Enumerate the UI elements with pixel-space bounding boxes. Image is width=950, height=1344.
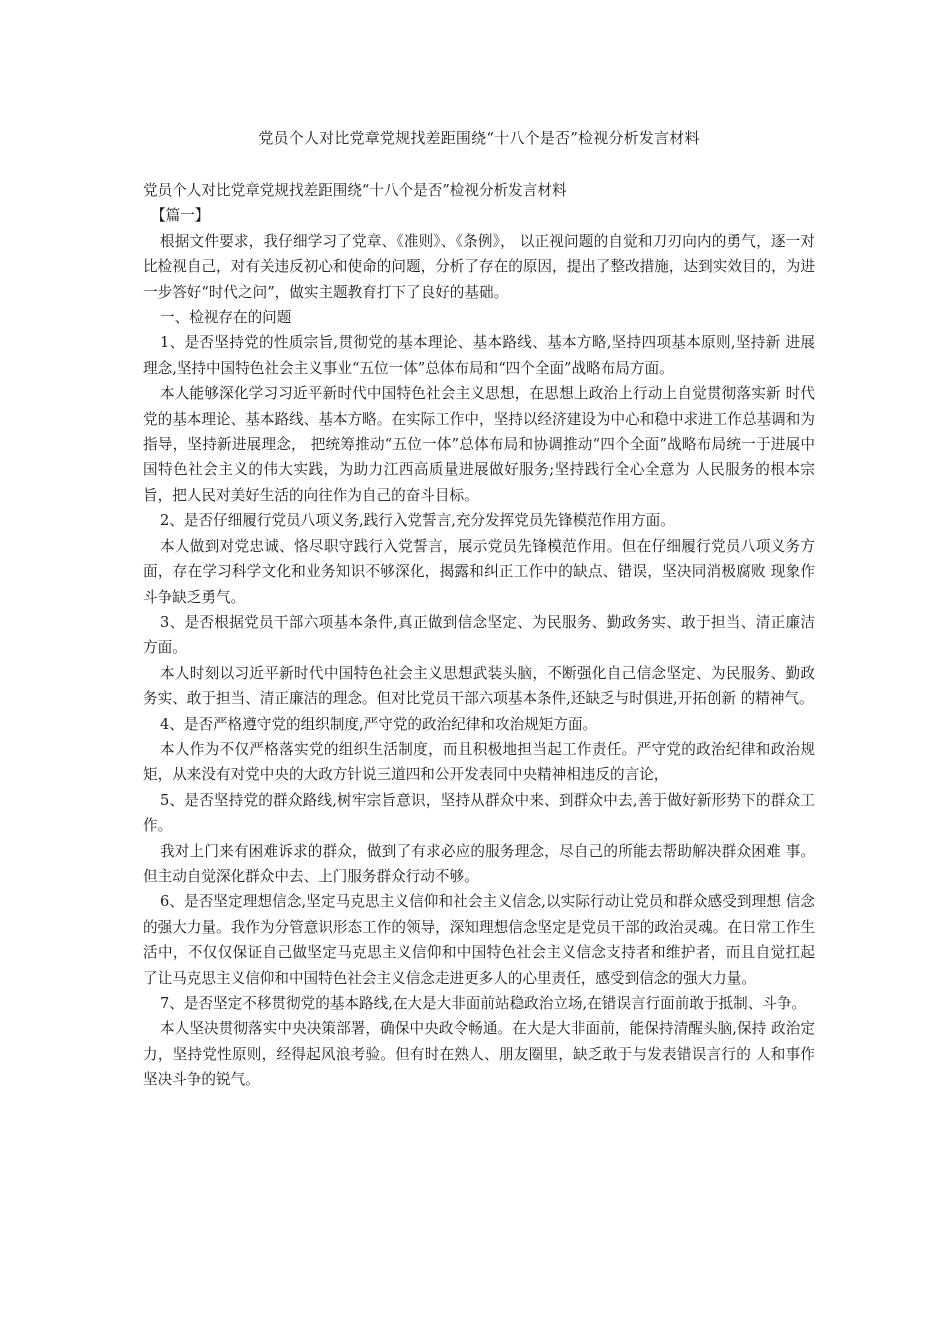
paragraph: 我对上门来有困难诉求的群众，做到了有求必应的服务理念，尽自己的所能去帮助解决群众困难 事。但主动自觉深化群众中去、上门服务群众行动不够。 (143, 842, 815, 885)
section-heading: 一、检视存在的问题 (160, 309, 292, 327)
document-body (143, 178, 815, 1093)
paragraph: 本人时刻以习近平新时代中国特色社会主义思想武装头脑，不断强化自己信念坚定、为民服务、勤政务实、敢于担当、清正廉洁的理念。但对比党员干部六项基本条件,还缺乏与时俱进,开拓创新 的精神气。 (143, 664, 815, 708)
paragraph: 本人作为不仅严格落实党的组织生活制度，而且积极地担当起工作责任。严守党的政治纪律和政治规矩，从来没有对党中央的大政方针说三道四和公开发表同中央精神相违反的言论， (143, 740, 815, 784)
question-item: 2、是否仔细履行党员八项义务,践行入党誓言,充分发挥党员先锋模范作用方面。 (160, 512, 675, 530)
question-item: 7、是否坚定不移贯彻党的基本路线,在大是大非面前站稳政治立场,在错误言行面前敢于抵制、斗争。 (160, 995, 807, 1012)
paragraph: 本人坚决贯彻落实中央决策部署，确保中央政令畅通。在大是大非面前，能保持清醒头脑,保持 政治定力，坚持党性原则，经得起风浪考验。但有时在熟人、朋友圈里，缺乏敢于与发表错误言行的 人和事作坚决斗争的锐气。 (143, 1020, 815, 1089)
question-item: 5、是否坚持党的群众路线,树牢宗旨意识，坚持从群众中来、到群众中去,善于做好新形势下的群众工作。 (143, 791, 815, 835)
question-item: 6、是否坚定理想信念,坚定马克思主义信仰和社会主义信念,以实际行动让党员和群众感受到理想 信念的强大力量。我作为分管意识形态工作的领导，深知理想信念坚定是党员干部的政治灵魂。在日常工作生活中，不仅仅保证自己做坚定马克思主义信仰和中国特色社会主义信念支持者和维护者，而且自觉扛起 了让马克思主义信仰和中国特色社会主义信念走进更多人的心里责任，感受到信念的强大力量。 (143, 893, 815, 987)
paragraph: 本人能够深化学习习近平新时代中国特色社会主义思想，在思想上政治上行动上自觉贯彻落实新 时代党的基本理论、基本路线、基本方略。在实际工作中，坚持以经济建设为中心和稳中求进工作总基调和为指导，坚持新进展理念， 把统筹推动“五位一体”总体布局和协调推动“四个全面”战略布局统一于进展中国特色社会主义的伟大实践，为助力江西高质量进展做好服务;坚持践行全心全意为 人民服务的根本宗旨，把人民对美好生活的向往作为自己的奋斗目标。 (143, 385, 815, 504)
paragraph: 根据文件要求，我仔细学习了党章、《准则》、《条例》， 以正视问题的自觉和刀刃向内的勇气，逐一对比检视自己，对有关违反初心和使命的问题，分析了存在的原因，提出了整改措施，达到实效目的，为进一步答好“时代之问”，做实主题教育打下了良好的基础。 (143, 232, 815, 301)
document-title: 党员个人对比党章党规找差距围绕“十八个是否”检视分析发言材料 (258, 129, 700, 147)
question-item: 1、是否坚持党的性质宗旨,贯彻党的基本理论、基本路线、基本方略,坚持四项基本原则,坚持新 进展理念,坚持中国特色社会主义事业“五位一体”总体布局和“四个全面”战略布局方面。 (143, 334, 815, 377)
question-item: 4、是否严格遵守党的组织制度,严守党的政治纪律和攻治规矩方面。 (160, 715, 598, 733)
question-item: 3、是否根据党员干部六项基本条件,真正做到信念坚定、为民服务、勤政务实、敢于担当、清正廉洁方面。 (143, 613, 815, 657)
section-tag: 【篇一】 (151, 207, 210, 225)
document-subtitle: 党员个人对比党章党规找差距围绕“十八个是否”检视分析发言材料 (143, 182, 567, 199)
paragraph: 本人做到对党忠诚、恪尽职守践行入党誓言，展示党员先锋模范作用。但在仔细履行党员八项义务方面，存在学习科学文化和业务知识不够深化，揭露和纠正工作中的缺点、错误，坚决同消极腐败 现象作斗争缺乏勇气。 (143, 537, 815, 606)
